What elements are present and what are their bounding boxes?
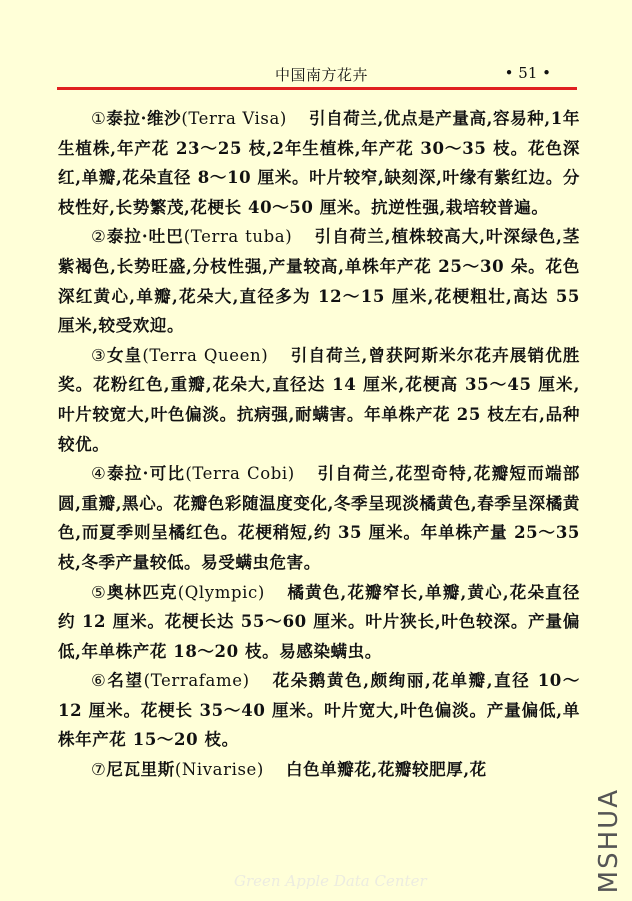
- variety-name: 女皇: [106, 345, 143, 365]
- variety-description: 引自荷兰,植株较高大,叶深绿色,茎紫褐色,长势旺盛,分枝性强,产量较高,单株年产花 25～30 朵。花色深红黄心,单瓣,花朵大,直径多为 12～15 厘米,花梗粗壮,高达 55 厘米,较受欢迎。: [58, 227, 580, 336]
- variety-entry-terra-visa: [58, 104, 580, 222]
- entry-number: ⑤: [91, 582, 107, 602]
- book-title: 中国南方花卉: [275, 66, 369, 84]
- variety-latin-name: (Terra Visa): [181, 109, 287, 128]
- variety-description: 白色单瓣花,花瓣较肥厚,花: [285, 760, 487, 780]
- entry-number: ⑦: [91, 760, 107, 780]
- variety-latin-name: (Terra Cobi): [185, 464, 295, 484]
- variety-latin-name: (Terrafame): [143, 671, 250, 691]
- entry-number: ⑥: [91, 671, 108, 691]
- variety-description: 引自荷兰,曾获阿斯米尔花卉展销优胜奖。花粉红色,重瓣,花朵大,直径达 14 厘米,花梗高 35～45 厘米,叶片较宽大,叶色偏淡。抗病强,耐螨害。年单株产花 25 枝左右,品种较优。: [58, 345, 580, 454]
- side-watermark: MSHUA: [594, 788, 624, 894]
- page-body: [58, 104, 580, 785]
- variety-description: 花朵鹅黄色,颇绚丽,花单瓣,直径 10～12 厘米。花梗长 35～40 厘米。叶片宽大,叶色偏淡。产量偏低,单株年产花 15～20 枝。: [58, 671, 580, 750]
- variety-latin-name: (Nivarise): [174, 760, 264, 780]
- entry-number: ④: [91, 464, 108, 484]
- variety-latin-name: (Terra Queen): [142, 345, 269, 365]
- variety-description: 引自荷兰,优点是产量高,容易种,1年生植株,年产花 23～25 枝,2年生植株,年产花 30～35 枝。花色深红,单瓣,花朵直径 8～10 厘米。叶片较窄,缺刻深,叶缘有紫红边。分枝性好,长势繁茂,花梗长 40～50 厘米。抗逆性强,栽培较普遍。: [58, 109, 580, 217]
- running-header: [57, 60, 577, 86]
- variety-name: 泰拉·维沙: [106, 109, 182, 128]
- variety-entry-terra-queen: [58, 341, 580, 459]
- variety-description: 引自荷兰,花型奇特,花瓣短而端部圆,重瓣,黑心。花瓣色彩随温度变化,冬季呈现淡橘黄色,春季呈深橘黄色,而夏季则呈橘红色。花梗稍短,约 35 厘米。年单株产量 25～35 枝,冬季产量较低。易受螨虫危害。: [58, 464, 580, 572]
- bottom-watermark: Green Apple Data Center: [234, 872, 427, 890]
- variety-name: 泰拉·吐巴: [106, 227, 184, 247]
- variety-name: 奥林匹克: [106, 582, 178, 602]
- variety-entry-olympic: [58, 578, 580, 667]
- variety-latin-name: (Qlympic): [177, 582, 265, 602]
- page-number: • 51 •: [504, 64, 551, 82]
- variety-name: 名望: [107, 671, 144, 691]
- variety-entry-terra-tuba: [58, 222, 580, 340]
- entry-number: ②: [91, 227, 107, 247]
- entry-number: ③: [91, 345, 107, 365]
- variety-description: 橘黄色,花瓣窄长,单瓣,黄心,花朵直径约 12 厘米。花梗长达 55～60 厘米。叶片狭长,叶色较深。产量偏低,年单株产花 18～20 枝。易感染螨虫。: [58, 582, 580, 661]
- variety-entry-terra-cobi: [58, 459, 580, 577]
- header-rule: [57, 87, 577, 90]
- entry-number: ①: [91, 109, 107, 128]
- variety-entry-nivarise: [58, 755, 580, 785]
- variety-latin-name: (Terra tuba): [183, 227, 293, 247]
- variety-entry-terrafame: [58, 666, 580, 755]
- variety-name: 泰拉·可比: [107, 464, 186, 484]
- variety-name: 尼瓦里斯: [106, 760, 175, 780]
